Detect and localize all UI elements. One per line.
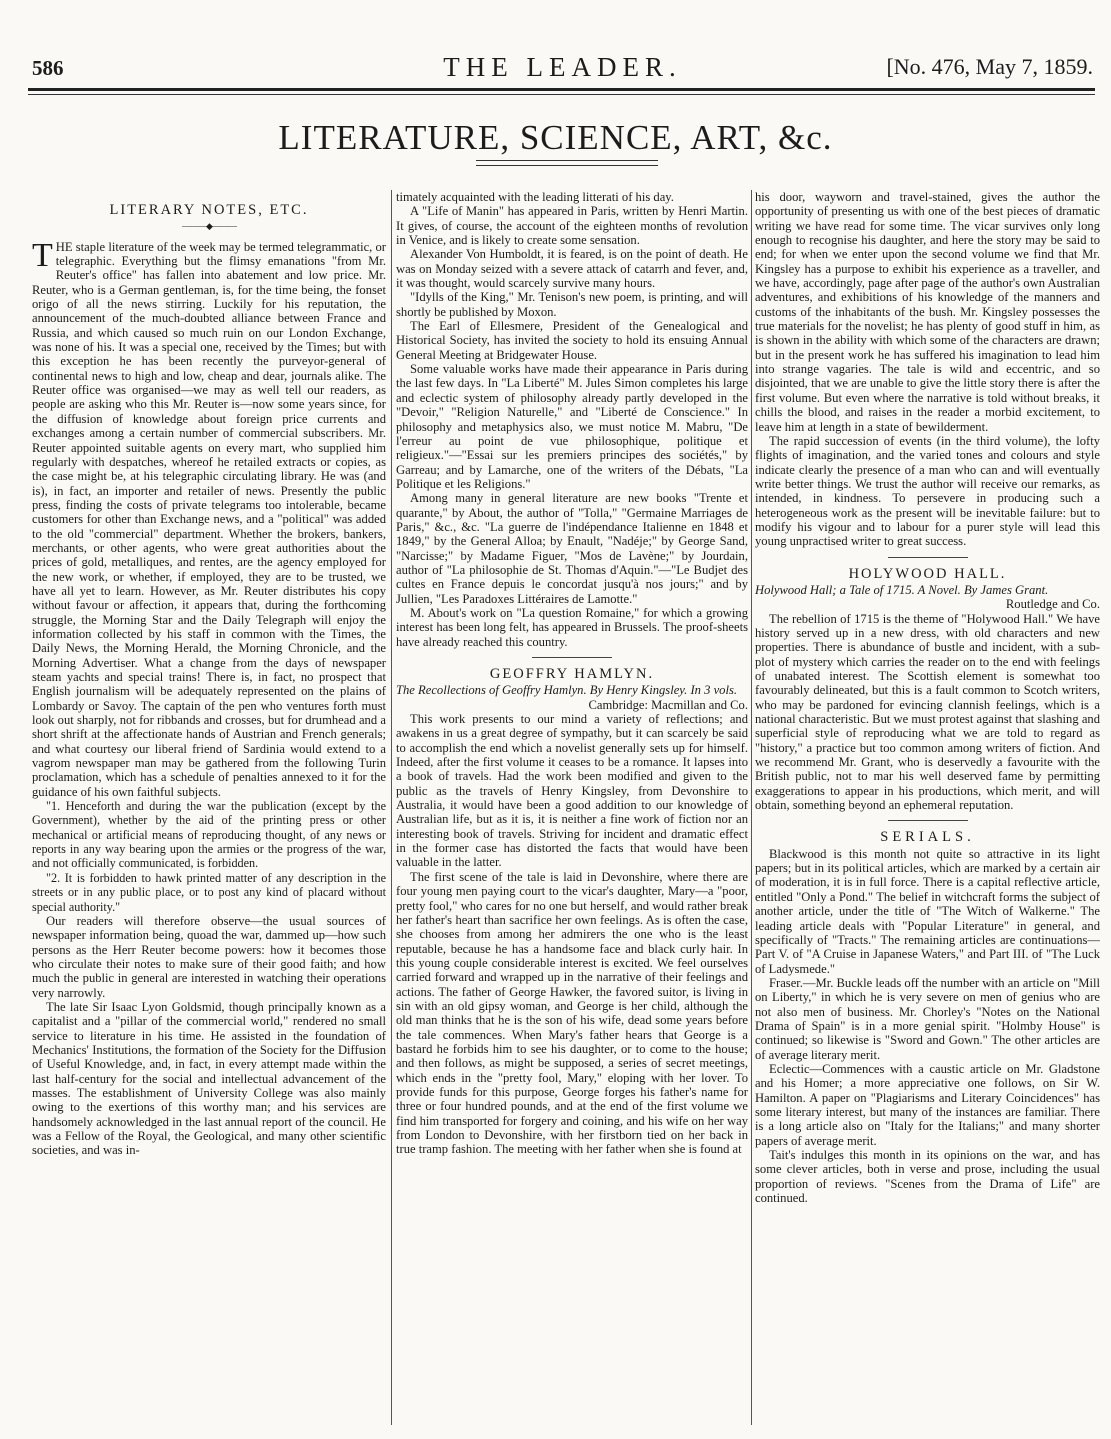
article-paragraph: This work presents to our mind a variety of reflections; and awakens in us a great degree of sympathy, but it can scarcely be said to accomplish the end which a novelist generally sets up for himself. Indeed, after the first volume it ceases to be a romance. It lapses into a book of travels. Had the work been modified and given to the public as the travels of Henry Kingsley, from Devonshire to Australia, it would have been a good addition to our knowledge of Australian life, but as it is, it is neither a fine work of fiction nor an interesting book of travels. Striving for incident and dramatic effect in the former case has distorted the facts that would have been valuable in the latter. [396, 712, 748, 870]
column-2 [396, 190, 748, 1425]
page-number: 586 [32, 56, 64, 80]
literary-notes-heading: LITERARY NOTES, ETC. [109, 202, 309, 218]
article-paragraph: The first scene of the tale is laid in Devonshire, where there are four young men paying court to the vicar's daughter, Mary—a "poor, pretty fool," who cares for no one but herself, and would rather break her father's heart than sacrifice her own feelings. As is often the case, she chooses from among her admirers the one who is the least reputable, because he has a handsome face and black curly hair. In this young couple considerable interest is excited. We feel ourselves carried forward and wrapped up in the narrative of their feelings and actions. The father of George Hawker, the favored suitor, is living in sin with an old gipsy woman, and George is her child, although the old man thinks that he is the son of his wife, dead some years before the tale commences. When Mary's father hears that George is a bastard he forbids him to see his daughter, or to come to the house; and then follows, as might be supposed, a series of secret meetings, which ends in the "pretty fool, Mary," eloping with her lover. To provide funds for this purpose, George forges his father's name for three or four hundred pounds, and at the end of the first volume we find him transported for forgery and coining, and his wife on her way from London to Devonshire, with her firstborn tied on her back in true tramp fashion. The meeting with her father when she is found at [396, 869, 748, 1157]
header-rule-thick [28, 88, 1095, 91]
review-citation: Holywood Hall; a Tale of 1715. A Novel. By James Grant. [755, 582, 1049, 597]
header-rule-thin [28, 94, 1095, 95]
article-paragraph: timately acquainted with the leading litterati of his day. [396, 190, 674, 204]
section-separator [888, 557, 968, 558]
column-divider [751, 190, 752, 1425]
proclamation-quote [32, 799, 386, 914]
column-divider [391, 190, 392, 1425]
article-paragraph: Our readers will therefore observe—the usual sources of newspaper information being, quoad the war, dammed up—how such persons as the Herr Reuter become powers: how it becomes those who circulate their notes to make sure of their good faith; and how much the public in general are interested in watching their operations very narrowly. [32, 913, 386, 1000]
section-separator [532, 657, 612, 658]
article-paragraph: Eclectic—Commences with a caustic article on Mr. Gladstone and his Homer; a more appreciative one follows, on Sir W. Hamilton. A paper on "Plagiarisms and Literary Coincidences" has some literary interest, but many of the instances are familiar. There is a long article also on "Italy for the Italians;" and many shorter papers of average merit. [755, 1061, 1100, 1148]
title-rule-top [476, 160, 658, 161]
ornament-divider: ———◆——— [182, 221, 236, 232]
article-paragraph: "Idylls of the King," Mr. Tenison's new poem, is printing, and will shortly be published by Moxon. [396, 290, 748, 319]
article-paragraph: Tait's indulges this month in its opinions on the war, and has some clever articles, both in verse and prose, including the usual proportion of reviews. "Scenes from the Drama of Life" are continued. [755, 1148, 1100, 1206]
article-paragraph: The rapid succession of events (in the third volume), the lofty flights of imagination, and the varied tones and colours and style indicate clearly the presence of a man who can and will eventually write better things. We trust the author will receive our remarks, as intended, in kindness. To persevere in producing such a heterogeneous work as the present will be inevitable failure: but to modify his vigour and to labour for a purer style will lead this young unpractised writer to great success. [755, 433, 1100, 549]
review-citation: The Recollections of Geoffry Hamlyn. By Henry Kingsley. In 3 vols. [396, 683, 738, 698]
geoffry-hamlyn-heading: GEOFFRY HAMLYN. [489, 666, 655, 682]
review-publisher: Cambridge: Macmillan and Co. [588, 697, 748, 712]
article-paragraph: THE staple literature of the week may be termed telegrammatic, or telegraphic. Everything but the flimsy emanations "from Mr. Reuter's office" has fallen into abatement and low price. Mr. Reuter, who is a German gentleman, is, for the time being, the fonset origo of all the news stirring. Luckily for his reputation, the announcement of the much-doubted alliance between France and Russia, and which caused so much ruin on our London Exchange, was none of his. It was a special one, received by the Times; but with this exception he has been recently the purveyor-general of continental news to high and low, cheap and dear, journals alike. The Reuter office was organised—we may as well tell our readers, as people are asking who this Mr. Reuter is—now some years since, for the diffusion of knowledge about foreign price currents and exchanges among a certain number of commercial subscribers. Mr. Reuter appointed suitable agents on every mart, who supplied him regularly with despatches, whereof he retailed extracts or copies, as the case might be, at his telegraphic circulating library. He was (and is), in fact, an importer and retailer of news. Presently the public press, finding the costs of private telegrams too intolerable, became customers for other than Exchange news, and a "political" was added to the old "commercial" department. Whether the brokers, bankers, merchants, or other agents, who were great authorities about the prices of gold, metalliques, and rentes, are the agency employed for the new work, or whether, if employed, they are to be trusted, we have all yet to learn. However, as Mr. Reuter distributes his copy without favour or affection, it appears that, during the forthcoming struggle, the Morning Star and the Daily Telegraph will enjoy the information collected by his staff in common with the Times, the Daily News, the Morning Herald, the Morning Chronicle, and the Morning Advertiser. What a change from the days of newspaper steam yachts and special trains! There is, in fact, no prospect that English journalism will be adequately represented on the plains of Lombardy or Savoy. The captain of the pen who ventures forth must look out sharply, not for ribbands and crosses, but for drumhead and a short shrift at the affectionate hands of Austrian and French generals; and what courtesy our liberal friend of Sardinia would extend to a vagrom newspaper man may be gathered from the following Turin proclamation, which has a schedule of penalties annexed to it for the guidance of his own faithful subjects. [32, 236, 386, 799]
section-separator [888, 820, 968, 821]
newspaper-title: THE LEADER. [443, 52, 682, 82]
article-paragraph: his door, wayworn and travel-stained, gives the author the opportunity of presenting us with one of the best pieces of dramatic writing we have read for some time. The vicar survives only long enough to recognise his daughter, and here the story may be said to end; for when we enter upon the second volume we find that Mr. Kingsley has a purpose to exhibit his experience as a traveller, and we have, accordingly, page after page of the author's own Australian adventures, and exhibitions of his knowledge of the manners and customs of the inhabitants of the bush. Mr. Kingsley possesses the true materials for the novelist; he has plenty of good stuff in him, as is shown in the ability with which some of the characters are drawn; but in the present work he has suffered his imagination to lead him into strange vagaries. The tale is wild and eccentric, and so disjointed, that we are unable to give the little story there is after the first volume. But even where the narrative is told without breaks, it chills the blood, and raises in the reader a morbid excitement, to leave him at length in a state of bewilderment. [755, 190, 1100, 434]
quote-paragraph: "1. Henceforth and during the war the publication (except by the Government), whether by the aid of the printing press or other mechanical or artificial means of reproducing thought, of any news or reports in any way bearing upon the armies or the progress of the war, and not officially communicated, is forbidden. [32, 799, 386, 871]
article-paragraph: Alexander Von Humboldt, it is feared, is on the point of death. He was on Monday seized with a severe attack of catarrh and fever, and, it was thought, would scarcely survive many hours. [396, 247, 748, 291]
article-paragraph: A "Life of Manin" has appeared in Paris, written by Henri Martin. It gives, of course, the account of the eighteen months of revolution in Venice, and is likely to create some sensation. [396, 204, 748, 248]
article-paragraph: The rebellion of 1715 is the theme of "Holywood Hall." We have history served up in a new dress, with old characters and new properties. There is abundance of bustle and incident, with a sub-plot of mystery which carries the reader on to the end with feelings of unabated interest. The Scottish element is somewhat too favourably delineated, but this is a fault common to Scotch writers, who may be pardoned for evincing clannish feelings, which is a national characteristic. But we must protest against that slashing and superficial style of reproducing what we are told to regard as "history," a practice but too common among writers of fiction. And we recommend Mr. Grant, who is deservedly a favourite with the British public, not to mar his well deserved fame by permitting exaggerations to appear in his productions, which merit, and will obtain, something beyond an ephemeral reputation. [755, 611, 1100, 813]
article-paragraph: M. About's work on "La question Romaine," for which a growing interest has been long felt, has appeared in Brussels. The proof-sheets have already reached this country. [396, 605, 748, 649]
serials-heading: SERIALS. [880, 829, 975, 846]
article-paragraph: The Earl of Ellesmere, President of the Genealogical and Historical Society, has invited the society to hold its ensuing Annual General Meeting at Bridgewater House. [396, 319, 748, 362]
article-paragraph: Fraser.—Mr. Buckle leads off the number with an article on "Mill on Liberty," in which he is very severe on men of genius who are not also men of business. Mr. Chorley's "Notes on the National Drama of Spain" is in a more genial spirit. "Holmby House" is continued; so likewise is "Sword and Gown." The other articles are of average literary merit. [755, 975, 1100, 1062]
article-paragraph: The late Sir Isaac Lyon Goldsmid, though principally known as a capitalist and a "pillar of the commercial world," rendered no small service to literature in his time. He assisted in the foundation of Mechanics' Institutions, the formation of the Society for the Diffusion of Useful Knowledge, and, in fact, in every attempt made within the last half-century for the social and intellectual advancement of the masses. The establishment of University College was also mainly owing to the exertions of this worthy man; and his services are handsomely acknowledged in the last annual report of the council. He was a Fellow of the Royal, the Geological, and many other scientific societies, and was in- [32, 999, 386, 1158]
page-header [32, 52, 1093, 86]
article-paragraph: Blackwood is this month not quite so attractive in its light papers; but in its political articles, which are marked by a certain air of moderation, it is in full force. There is a capital reflective article, entitled "Only a Pond." The belief in witchcraft forms the subject of another article, under the title of "The Witch of Walkerne." The leading article deals with "Popular Literature" in general, and specifically of "Tracts." The remaining articles are continuations—Part V. of "A Cruise in Japanese Waters," and Part III. of "The Luck of Ladysmede." [755, 846, 1100, 976]
drop-cap: T [32, 236, 53, 274]
holywood-hall-heading: HOLYWOOD HALL. [848, 565, 1007, 582]
title-rule-bottom [476, 165, 658, 166]
section-title: LITERATURE, SCIENCE, ART, &c. [278, 118, 833, 157]
review-publisher: Routledge and Co. [1005, 597, 1100, 612]
article-paragraph: Some valuable works have made their appearance in Paris during the last few days. In "La Liberté" M. Jules Simon completes his large and eclectic system of philosophy already partly developed in the "Devoir," "Religion Naturelle," and "Liberté de Conscience." In philosophy and metaphysics also, we must notice M. Mabru, "De l'erreur au point de vue philosophique, politique et religieux."—"Essai sur les premiers principes des sociétés," by Garreau; and by Lamarche, one of the writers of the Débats, "La Politique et les Religions." [396, 362, 748, 491]
column-3 [755, 190, 1100, 1425]
quote-paragraph: "2. It is forbidden to hawk printed matter of any description in the streets or in any public place, or to post any kind of placard without special authority." [32, 870, 386, 914]
column-1 [32, 199, 386, 1434]
article-paragraph: Among many in general literature are new books "Trente et quarante," by About, the author of "Tolla," "Germaine Marriages de Paris," &c., &c. "La guerre de l'indépendance Italienne en 1848 et 1849," by the General Alloa; by Enault, "Nadéje;" by George Sand, "Narcisse;" by Madame Figuer, "Mos de Lavène;" by Jourdain, author of "La philosophie de St. Thomas d'Aquin."—"Le Budjet des cultes en France depuis le concordat jusqu'à nos jours;" and by Jullien, "Les Paradoxes Littéraires de Lamotte." [396, 491, 748, 606]
issue-date: [No. 476, May 7, 1859. [886, 54, 1093, 79]
